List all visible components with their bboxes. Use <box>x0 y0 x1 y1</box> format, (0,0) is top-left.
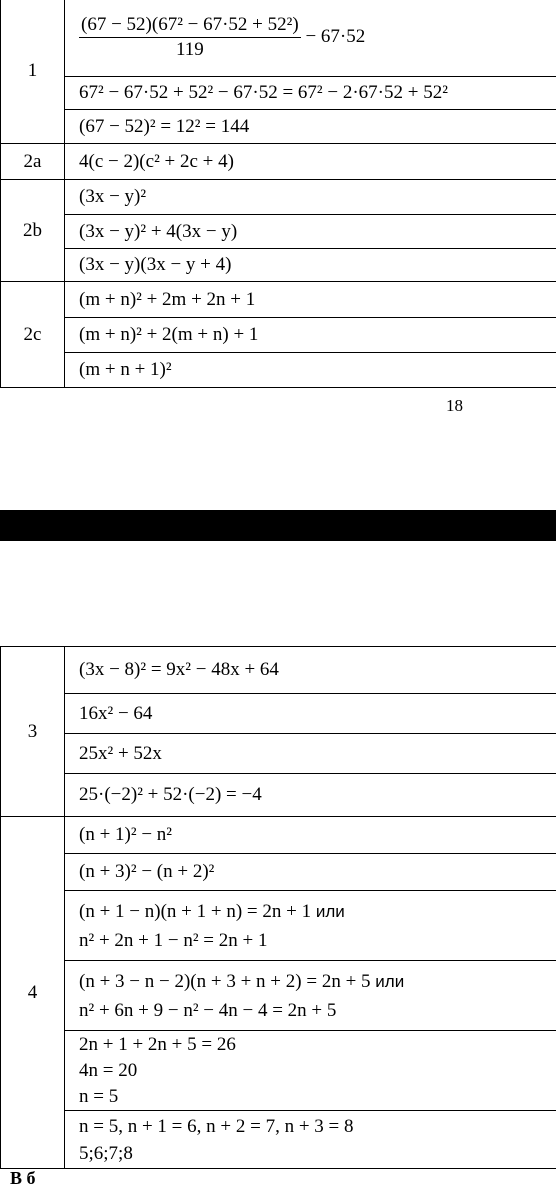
solutions-table-top <box>0 0 556 388</box>
row4-line5a: 2n + 1 + 2n + 5 = 26 <box>79 1032 556 1058</box>
row-number-2a: 2a <box>1 144 65 180</box>
page-number: 18 <box>446 396 463 416</box>
row4-line1: (n + 1)² − n² <box>65 817 556 854</box>
row2b-line3: (3x − y)(3x − y + 4) <box>65 249 556 282</box>
row-number-4: 4 <box>1 817 65 1169</box>
row2a-line1: 4(c − 2)(c² + 2c + 4) <box>65 144 556 180</box>
row4-line3-cell <box>65 891 556 961</box>
row4-line4-cell <box>65 961 556 1031</box>
row2c-line1: (m + n)² + 2m + 2n + 1 <box>65 282 556 318</box>
row4-line6a: n = 5, n + 1 = 6, n + 2 = 7, n + 3 = 8 <box>79 1113 556 1140</box>
row4-line5b: 4n = 20 <box>79 1058 556 1084</box>
cut-off-text: В б <box>10 1168 36 1189</box>
row3-line4: 25·(−2)² + 52·(−2) = −4 <box>65 774 556 817</box>
row3-line1: (3x − 8)² = 9x² − 48x + 64 <box>65 647 556 694</box>
row4-line3b: n² + 2n + 1 − n² = 2n + 1 <box>79 926 556 955</box>
row2b-line1: (3x − y)² <box>65 180 556 215</box>
row-number-2c: 2c <box>1 282 65 388</box>
fraction-tail: − 67·52 <box>305 26 365 47</box>
row-number-2b: 2b <box>1 180 65 282</box>
row2c-line3: (m + n + 1)² <box>65 353 556 388</box>
row4-line3a: (n + 1 − n)(n + 1 + n) = 2n + 1 <box>79 901 311 922</box>
row4-line4b: n² + 6n + 9 − n² − 4n − 4 = 2n + 5 <box>79 996 556 1025</box>
row1-fraction-cell <box>65 0 556 77</box>
page-divider-bar <box>0 510 556 541</box>
row2c-line2: (m + n)² + 2(m + n) + 1 <box>65 318 556 353</box>
row4-line6-cell <box>65 1111 556 1169</box>
row3-line3: 25x² + 52x <box>65 734 556 774</box>
row4-line4a-wrap <box>79 967 556 996</box>
row2b-line2: (3x − y)² + 4(3x − y) <box>65 215 556 249</box>
fraction-denominator: 119 <box>79 38 301 61</box>
row4-line5-cell <box>65 1031 556 1111</box>
row1-line2: 67² − 67·52 + 52² − 67·52 = 67² − 2·67·52 + 52² <box>65 77 556 110</box>
row-number-1: 1 <box>1 0 65 144</box>
or-word: или <box>316 902 345 921</box>
solutions-table-bottom <box>0 646 556 1169</box>
row4-line3a-wrap <box>79 897 556 926</box>
or-word: или <box>375 972 404 991</box>
fraction <box>79 14 301 61</box>
row4-line5c: n = 5 <box>79 1084 556 1110</box>
row4-line2: (n + 3)² − (n + 2)² <box>65 854 556 891</box>
row4-line6b: 5;6;7;8 <box>79 1140 556 1167</box>
row-number-3: 3 <box>1 647 65 817</box>
row1-line3: (67 − 52)² = 12² = 144 <box>65 110 556 144</box>
row3-line2: 16x² − 64 <box>65 694 556 734</box>
row4-line4a: (n + 3 − n − 2)(n + 3 + n + 2) = 2n + 5 <box>79 971 371 992</box>
fraction-numerator: (67 − 52)(67² − 67·52 + 52²) <box>79 14 301 38</box>
